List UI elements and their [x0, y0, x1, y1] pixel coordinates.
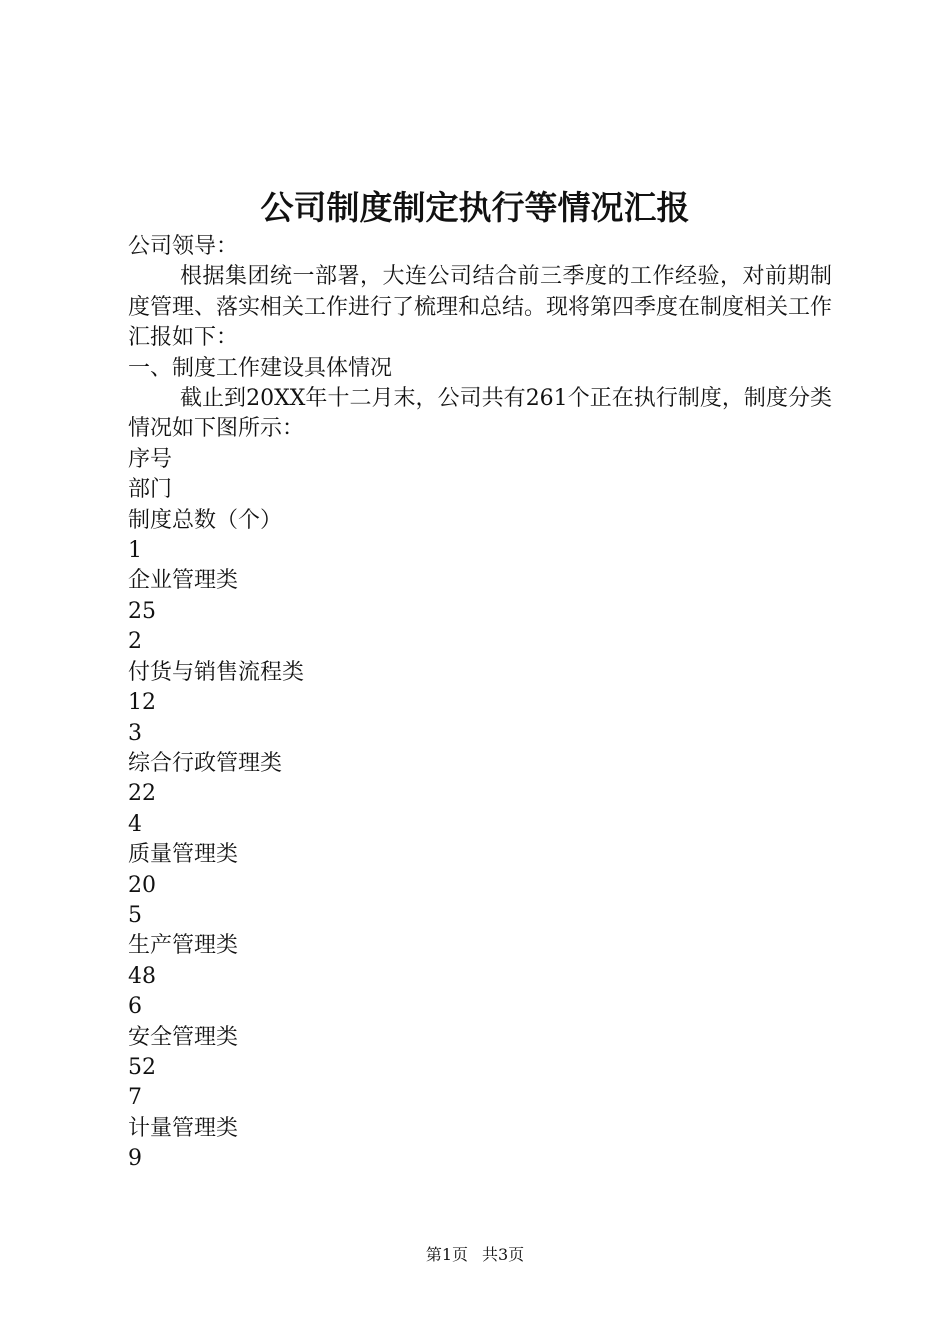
table-row: [128, 536, 832, 627]
page-footer: [0, 1244, 950, 1266]
table-row: [128, 810, 832, 901]
table-cell-department: 生产管理类: [128, 933, 239, 959]
section-heading: 一、制度工作建设具体情况: [128, 355, 393, 381]
document-title: 公司制度制定执行等情况汇报: [260, 188, 690, 227]
table-row: [128, 901, 832, 992]
section-paragraph: 截止到20XX年十二月末，公司共有261个正在执行制度，制度分类情况如下图所示：: [128, 386, 832, 442]
table-cell-department: 安全管理类: [128, 1024, 239, 1050]
table-cell-index: 3: [128, 720, 142, 746]
table-row: [128, 992, 832, 1083]
page-number: 第1页: [425, 1245, 468, 1264]
table-cell-index: 2: [128, 629, 142, 655]
table-cell-department: 质量管理类: [128, 842, 239, 868]
document-body: [128, 232, 832, 1175]
table-cell-total: 12: [128, 690, 156, 716]
classification-table: [128, 445, 832, 1175]
table-row: [128, 627, 832, 718]
page-count: 共3页: [482, 1245, 525, 1264]
table-cell-index: 5: [128, 902, 142, 928]
salutation: 公司领导：: [128, 234, 239, 259]
table-cell-total: 52: [128, 1054, 156, 1080]
table-cell-index: 7: [128, 1085, 142, 1111]
table-header-index: 序号: [128, 446, 173, 472]
table-header-department: 部门: [128, 477, 173, 503]
table-cell-index: 6: [128, 994, 142, 1020]
table-cell-total: 9: [128, 1146, 142, 1172]
intro-paragraph: 根据集团统一部署，大连公司结合前三季度的工作经验，对前期制度管理、落实相关工作进行了梳理和总结。现将第四季度在制度相关工作汇报如下：: [128, 264, 833, 351]
table-cell-department: 计量管理类: [128, 1115, 239, 1141]
table-cell-department: 综合行政管理类: [128, 750, 283, 776]
table-cell-department: 企业管理类: [128, 568, 239, 594]
table-cell-total: 20: [128, 872, 156, 898]
table-cell-total: 48: [128, 963, 156, 989]
table-cell-total: 25: [128, 598, 156, 624]
table-cell-total: 22: [128, 781, 156, 807]
table-header-total: 制度总数（个）: [128, 507, 283, 533]
table-row: [128, 1083, 832, 1174]
table-cell-department: 付货与销售流程类: [128, 659, 305, 685]
table-cell-index: 1: [128, 538, 142, 564]
table-row: [128, 719, 832, 810]
table-cell-index: 4: [128, 811, 142, 837]
